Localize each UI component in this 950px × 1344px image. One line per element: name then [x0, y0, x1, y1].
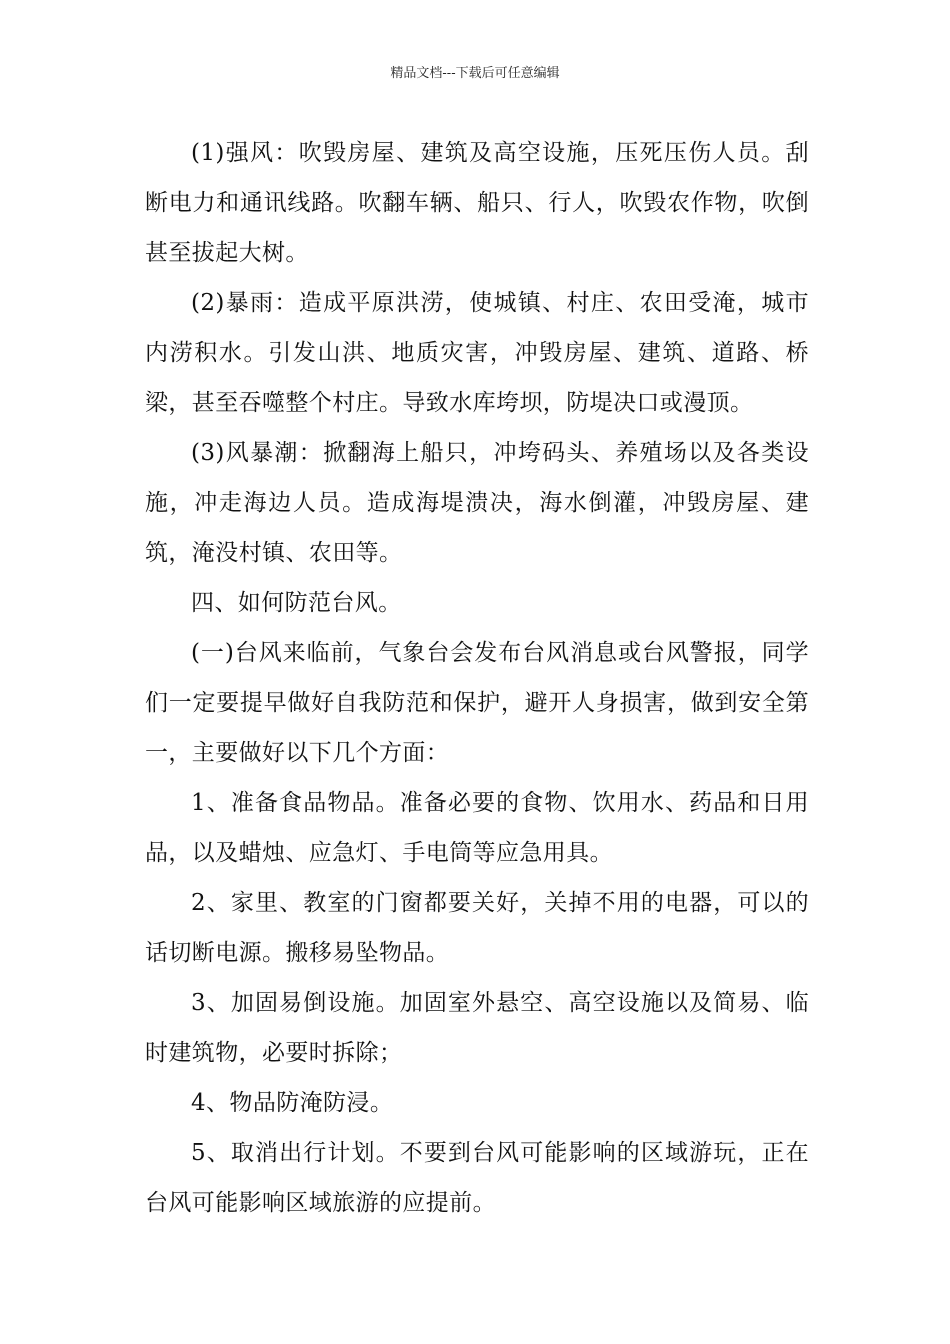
list-item-2: 2、家里、教室的门窗都要关好，关掉不用的电器，可以的话切断电源。搬移易坠物品。: [145, 890, 809, 966]
list-item-3: 3、加固易倒设施。加固室外悬空、高空设施以及简易、临时建筑物，必要时拆除；: [145, 990, 809, 1066]
list-item-4: 4、物品防淹防浸。: [191, 1090, 394, 1116]
section-heading-typhoon-prevention: 四、如何防范台风。: [191, 590, 402, 616]
list-item-1: 1、准备食品物品。准备必要的食物、饮用水、药品和日用品，以及蜡烛、应急灯、手电筒等应急用具。: [145, 790, 809, 866]
page-header: 精品文档---下载后可任意编辑: [390, 66, 560, 81]
paragraph-before-typhoon: (一)台风来临前，气象台会发布台风消息或台风警报，同学们一定要提早做好自我防范和保护，避开人身损害，做到安全第一，主要做好以下几个方面：: [145, 640, 809, 766]
list-item-5: 5、取消出行计划。不要到台风可能影响的区域游玩，正在台风可能影响区域旅游的应提前。: [145, 1140, 809, 1216]
document-body: [145, 128, 809, 1228]
paragraph-strong-wind: (1)强风：吹毁房屋、建筑及高空设施，压死压伤人员。刮断电力和通讯线路。吹翻车辆、船只、行人，吹毁农作物，吹倒甚至拔起大树。: [145, 140, 809, 266]
paragraph-storm-surge: (3)风暴潮：掀翻海上船只，冲垮码头、养殖场以及各类设施，冲走海边人员。造成海堤溃决，海水倒灌，冲毁房屋、建筑，淹没村镇、农田等。: [145, 440, 809, 566]
paragraph-heavy-rain: (2)暴雨：造成平原洪涝，使城镇、村庄、农田受淹，城市内涝积水。引发山洪、地质灾害，冲毁房屋、建筑、道路、桥梁，甚至吞噬整个村庄。导致水库垮坝，防堤决口或漫顶。: [145, 290, 809, 416]
